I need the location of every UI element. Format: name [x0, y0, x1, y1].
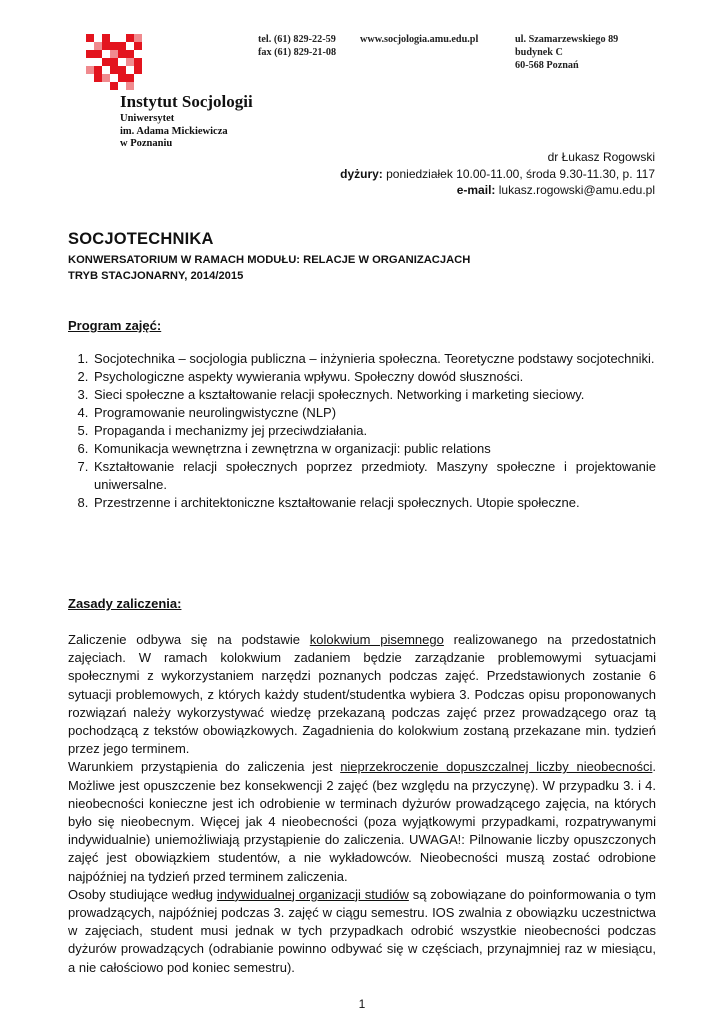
office-hours-value: poniedziałek 10.00-11.00, środa 9.30-11.30, p. 117 [382, 166, 655, 181]
lecturer-name: dr Łukasz Rogowski [547, 150, 655, 164]
rules-paragraph [68, 886, 656, 977]
institute-name: Instytut Socjologii [120, 92, 253, 111]
text-run: Osoby studiujące według [68, 886, 217, 902]
program-item: 1. Socjotechnika – socjologia publiczna – inżynieria społeczna. Teoretyczne podstawy socjotechniki. [92, 350, 656, 368]
underlined-term: kolokwium pisemnego [309, 632, 444, 647]
text-run: Warunkiem przystąpienia do zaliczenia jest [68, 759, 341, 775]
course-subtitle [68, 253, 470, 284]
text-run: Zaliczenie odbywa się na podstawie [68, 632, 310, 647]
address-block [515, 33, 618, 72]
contact-phone-block [258, 33, 336, 59]
address-line: budynek C [515, 47, 563, 58]
email-label: e-mail: [456, 183, 496, 197]
university-line: im. Adama Mickiewicza [120, 125, 228, 137]
underlined-term: indywidualnej organizacji studiów [216, 886, 409, 902]
rules-paragraph [68, 631, 656, 758]
program-item: 6. Komunikacja wewnętrzna i zewnętrzna w organizacji: public relations [92, 440, 656, 458]
program-item: 2. Psychologiczne aspekty wywierania wpływu. Społeczny dowód słuszności. [92, 368, 656, 386]
office-hours-label: dyżury: [340, 166, 383, 181]
address-line: ul. Szamarzewskiego 89 [515, 34, 619, 45]
program-item: 5. Propaganda i mechanizmy jej przeciwdziałania. [92, 422, 656, 440]
email-line [340, 182, 655, 199]
text-run: . Możliwe jest opuszczenie bez konsekwencji 2 zajęć (bez względu na przyczynę). W przypadku 3. i 4. nieobecności konieczne jest ich odrobienie w terminach dyżurów prowadzącego zajęcia, na których było się nieobecnym. Więcej jak 4 nieobecności (poza wyjątkowymi przypadkami, rozpatrywanymi indywidualnie) uniemożliwiają przystąpienie do zaliczenia. UWAGA!: Pilnowanie liczby opuszczonych zajęć jest obowiązkiem studentów, a nie wykładowców. Nieobecności muszą zostać odrobione najpóźniej na tydzień przed terminem zaliczenia. [68, 759, 656, 884]
underlined-term: nieprzekroczenie dopuszczalnej liczby nieobecności [340, 759, 653, 775]
university-line: Uniwersytet [120, 113, 175, 124]
office-hours [340, 166, 655, 183]
institute-university [120, 113, 228, 151]
address-line: 60-568 Poznań [515, 60, 579, 71]
program-item: 7. Kształtowanie relacji społecznych poprzez przedmioty. Maszyny społeczne i projektowanie uniwersalne. [92, 458, 656, 494]
phone-text: tel. (61) 829-22-59 [258, 34, 336, 45]
rules-heading: Zasady zaliczenia: [68, 596, 182, 611]
website-link[interactable]: www.socjologia.amu.edu.pl [360, 34, 479, 45]
program-heading: Program zajęć: [68, 318, 162, 333]
program-list [68, 350, 656, 512]
course-title: SOCJOTECHNIKA [68, 230, 214, 248]
program-item: 4. Programowanie neurolingwistyczne (NLP) [92, 404, 656, 422]
fax-text: fax (61) 829-21-08 [258, 47, 337, 58]
text-run: realizowanego na przedostatnich zajęciach. W ramach kolokwium zadaniem będzie zarządzanie problemowymi sytuacjami społecznymi z wykorzystaniem narzędzi poznanych podczas zajęć. Przedstawionych zostanie 6 sytuacji problemowych, z których każdy student/studentka wybiera 3. Podczas opisu proponowanych rozwiązań należy wykorzystywać wiedzę przekazaną podczas zajęć przez prowadzącego oraz tą pochodzącą z tekstów obowiązkowych. Zagadnienia do kolokwium zostaną przekazane min. tydzień przez jego terminem. [68, 632, 657, 757]
email-link[interactable]: lukasz.rogowski@amu.edu.pl [495, 183, 655, 197]
program-item: 3. Sieci społeczne a kształtowanie relacji społecznych. Networking i marketing sieciowy. [92, 386, 656, 404]
rules-paragraph [68, 758, 656, 885]
course-module: KONWERSATORIUM W RAMACH MODUŁU: RELACJE W ORGANIZACJACH [68, 254, 471, 266]
institute-logo [86, 34, 142, 90]
rules-body [68, 631, 656, 977]
lecturer-block [340, 149, 655, 199]
university-line: w Poznaniu [120, 138, 173, 149]
course-mode: TRYB STACJONARNY, 2014/2015 [68, 269, 244, 282]
text-run: są zobowiązane do poinformowania o tym prowadzących, najpóźniej podczas 3. zajęć w ciągu semestru. IOS zwalnia z obowiązku uczestnictwa w zajęciach, student musi jednak w tych przypadkach odrobić wszystkie nieobecności podczas dyżurów prowadzących (odrabianie powinno odbywać się w częściach, przynajmniej raz w miesiącu, a nie całościowo pod koniec semestru). [68, 886, 656, 975]
page-number: 1 [358, 997, 366, 1011]
logo-pixels [86, 34, 142, 90]
program-item: 8. Przestrzenne i architektoniczne kształtowanie relacji społecznych. Utopie społeczne. [92, 494, 656, 512]
